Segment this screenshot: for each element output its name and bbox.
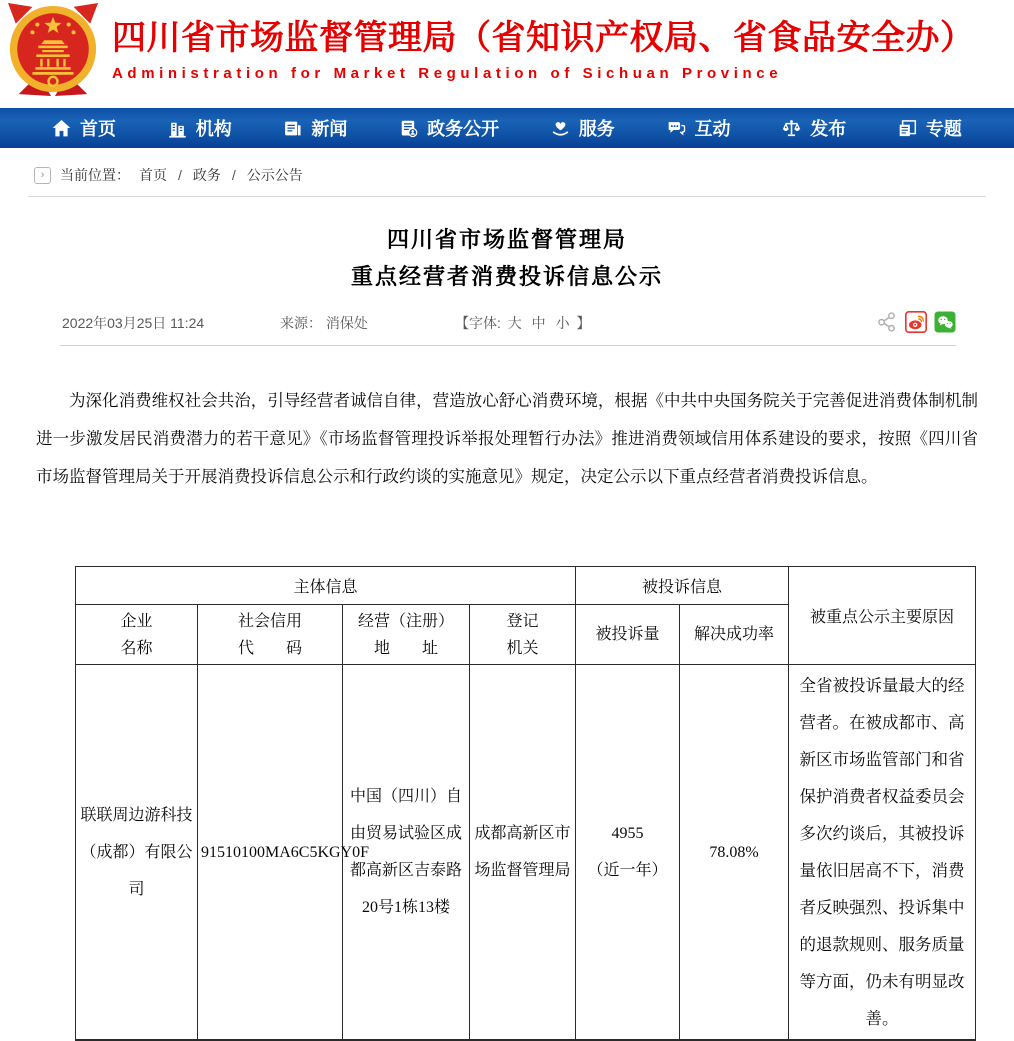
breadcrumb-label: 当前位置：: [60, 167, 130, 183]
national-emblem-icon: [6, 3, 100, 97]
breadcrumb: › 当前位置： 首页 / 政务 / 公示公告: [34, 164, 1014, 186]
cell-reason: 全省被投诉量最大的经营者。在被成都市、高新区市场监管部门和省保护消费者权益委员会多次约谈后，其被投诉量依旧居高不下，消费者反映强烈、投诉集中的退款规则、服务质量等方面，仍未有明显改善。: [789, 665, 976, 1041]
nav-item-topics[interactable]: 专题: [898, 115, 962, 141]
breadcrumb-link-home[interactable]: 首页: [139, 167, 167, 183]
scale-icon: [782, 119, 801, 138]
topics-grid-icon: [898, 119, 917, 138]
weibo-icon[interactable]: [905, 311, 927, 336]
article-source: 来源： 消保处: [280, 315, 368, 331]
article-paragraph: 为深化消费维权社会共治，引导经营者诚信自律，营造放心舒心消费环境，根据《中共中央国务院关于完善促进消费体制机制进一步激发居民消费潜力的若干意见》《市场监督管理投诉举报处理暂行办法》推进消费领域信用体系建设的要求，按照《四川省市场监督管理局关于开展消费投诉信息公示和行政约谈的实施意见》规定，决定公示以下重点经营者消费投诉信息。: [36, 391, 978, 486]
article-title: [0, 221, 1014, 295]
chat-bubbles-icon: [667, 119, 686, 138]
breadcrumb-arrow-icon: ›: [34, 167, 51, 184]
col-header-complaints: 被投诉量: [576, 605, 680, 665]
breadcrumb-divider: [28, 196, 986, 197]
complaint-public-table: [75, 566, 976, 1041]
group-header-complaint: 被投诉信息: [576, 567, 789, 605]
cell-registry: 成都高新区市场监督管理局: [470, 665, 576, 1041]
nav-item-service[interactable]: 服务: [551, 115, 615, 141]
col-header-company: 企业 名称: [76, 605, 198, 665]
nav-item-gov-open[interactable]: 政务公开: [399, 115, 499, 141]
service-heart-icon: [551, 119, 570, 138]
cell-success-rate: 78.08%: [680, 665, 789, 1041]
cell-credit-code: 91510100MA6C5KGY0F: [198, 665, 343, 1041]
nav-item-interact[interactable]: 互动: [667, 115, 731, 141]
site-title-cn: 四川省市场监督管理局（省知识产权局、省食品安全办）: [112, 19, 975, 57]
nav-item-org[interactable]: 机构: [168, 115, 232, 141]
publish-date: 2022年03月25日 11:24: [62, 315, 205, 331]
cell-company: 联联周边游科技（成都）有限公司: [76, 665, 198, 1041]
font-size-switcher: 【字体: 大 中 小 】: [455, 315, 591, 331]
article-meta: [62, 311, 956, 335]
share-box: [876, 311, 956, 336]
main-nav: [0, 108, 1014, 148]
font-size-medium[interactable]: 中: [531, 315, 546, 331]
col-header-address: 经营（注册） 地 址: [343, 605, 470, 665]
building-icon: [168, 119, 187, 138]
font-size-large[interactable]: 大: [507, 315, 522, 331]
group-header-subject: 主体信息: [76, 567, 576, 605]
font-size-small[interactable]: 小: [555, 315, 570, 331]
site-header: [0, 0, 1014, 100]
nav-item-release[interactable]: 发布: [782, 115, 846, 141]
table-row: [76, 665, 976, 1041]
nav-item-news[interactable]: 新闻: [283, 115, 347, 141]
gov-open-icon: [399, 119, 418, 138]
article-title-line1: 四川省市场监督管理局: [386, 227, 627, 252]
meta-divider: [60, 345, 956, 346]
col-header-success-rate: 解决成功率: [680, 605, 789, 665]
cell-complaints: 4955 （近一年）: [576, 665, 680, 1041]
site-title-en: Administration for Market Regulation of Sichuan Province: [112, 65, 783, 82]
breadcrumb-link-notice[interactable]: 公示公告: [246, 167, 303, 183]
cell-address: 中国（四川）自由贸易试验区成都高新区吉泰路20号1栋13楼: [343, 665, 470, 1041]
home-icon: [52, 119, 71, 138]
breadcrumb-link-gov[interactable]: 政务: [192, 167, 221, 183]
col-header-credit-code: 社会信用 代 码: [198, 605, 343, 665]
group-header-reason: 被重点公示主要原因: [789, 567, 976, 665]
col-header-registry: 登记 机关: [470, 605, 576, 665]
share-nodes-icon[interactable]: [876, 311, 898, 336]
wechat-icon[interactable]: [934, 311, 956, 336]
article-title-line2: 重点经营者消费投诉信息公示: [350, 264, 663, 289]
news-icon: [283, 119, 302, 138]
nav-item-home[interactable]: 首页: [52, 115, 116, 141]
